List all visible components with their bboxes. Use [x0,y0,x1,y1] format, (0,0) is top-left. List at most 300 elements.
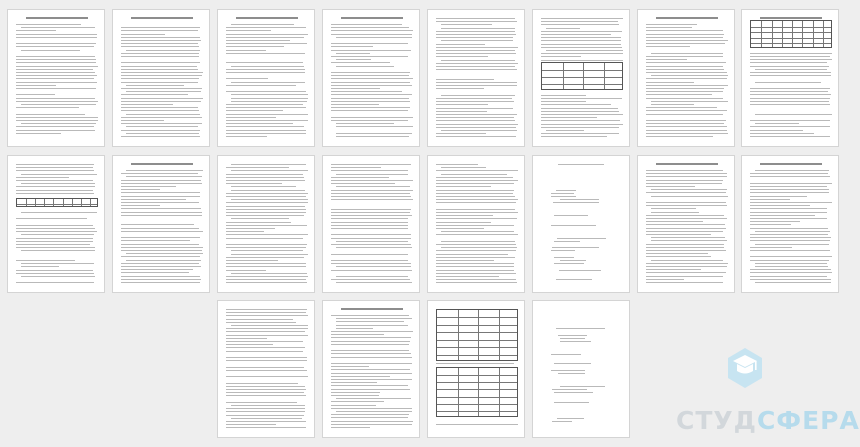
text-line [331,34,412,35]
text-line [331,107,410,108]
text-line [331,215,412,216]
text-line [226,104,303,105]
text-line [121,173,198,174]
text-line [436,85,517,86]
text-line [557,418,584,419]
text-line [750,234,828,235]
text-line [436,104,488,105]
text-line [436,196,515,197]
text-line [16,228,95,229]
text-line [331,212,410,213]
text-line [121,43,198,44]
text-line [436,266,514,267]
text-line [226,247,306,248]
text-line [755,282,831,283]
text-line [755,263,827,264]
text-line [226,331,305,332]
text-line [331,104,379,105]
text-line [554,257,574,258]
text-line [646,110,727,111]
text-line [121,98,203,99]
text-line [436,225,514,226]
text-line [16,69,93,70]
page-thumbnail[interactable] [741,155,839,293]
page-thumbnail[interactable] [322,155,420,293]
text-line [436,50,515,51]
text-line [331,395,379,396]
text-line [16,241,93,242]
text-line [646,272,726,273]
text-line [331,417,408,418]
text-line [226,347,305,348]
text-line [121,101,201,102]
text-line [16,43,96,44]
text-line [750,98,830,99]
text-line [126,176,202,177]
text-line [21,212,97,213]
page-table [436,309,518,361]
text-line [16,177,69,178]
text-line [121,136,200,137]
text-line [436,363,514,364]
text-line [121,196,200,197]
text-line [436,44,485,45]
text-line [331,56,408,57]
text-line [226,395,306,396]
text-line [551,193,574,194]
page-thumbnail[interactable] [322,300,420,438]
text-line [646,250,726,251]
text-line [331,75,409,76]
text-line [16,133,61,134]
text-line [646,266,727,267]
page-heading-line [236,17,298,19]
text-line [750,247,792,248]
text-line [651,196,728,197]
text-line [331,46,373,47]
text-line [226,43,307,44]
text-line [331,50,411,51]
text-line [226,234,308,235]
page-table [16,198,98,207]
text-line [121,27,200,28]
text-line [750,189,829,190]
text-line [231,66,304,67]
text-line [226,367,304,368]
text-line [16,66,98,67]
text-line [16,167,93,168]
text-line [750,224,791,225]
text-line [750,196,807,197]
page-thumbnail[interactable] [532,155,630,293]
text-line [336,59,371,60]
text-line [331,27,409,28]
text-line [546,28,580,29]
text-line [121,94,188,95]
page-thumbnail[interactable] [637,9,735,147]
text-line [226,276,308,277]
text-line [331,389,410,390]
text-line [121,110,199,111]
text-line [331,167,381,168]
page-thumbnail[interactable] [112,9,210,147]
text-line [436,31,515,32]
text-line [558,164,604,165]
text-line [646,202,726,203]
text-line [646,183,722,184]
text-line [331,337,411,338]
text-line [551,196,576,197]
text-line [436,186,491,187]
text-line [121,192,200,193]
text-line [331,379,412,380]
text-line [750,260,829,261]
text-line [554,215,588,216]
text-line [331,164,411,165]
text-line [226,383,298,384]
text-line [121,123,202,124]
text-line [331,405,376,406]
text-line [436,193,513,194]
text-line [226,206,305,207]
text-line [226,27,306,28]
text-line [226,114,308,115]
text-line [226,130,306,131]
text-line [331,82,410,83]
text-line [646,282,723,283]
text-line [16,59,96,60]
text-line [331,315,409,316]
brand-wordmark [676,406,860,435]
text-line [541,95,586,96]
text-line [546,50,623,51]
text-line [552,247,599,248]
text-line [646,37,723,38]
text-line [231,325,308,326]
text-line [336,37,412,38]
page-thumbnail[interactable] [637,155,735,293]
text-line [121,279,201,280]
text-line [436,170,518,171]
text-line [750,133,814,134]
text-line [646,130,727,131]
text-line [16,120,98,121]
text-line [551,225,596,226]
text-line [331,170,408,171]
text-line [21,104,96,105]
text-line [554,363,591,364]
text-line [331,334,384,335]
text-line [646,82,694,83]
text-line [231,101,307,102]
text-line [646,85,728,86]
text-line [16,225,93,226]
text-line [226,421,306,422]
text-line [226,266,306,267]
text-line [121,37,200,38]
text-line [336,133,412,134]
page-thumbnail[interactable] [741,9,839,147]
page-heading-line [131,17,193,19]
page-thumbnail[interactable] [217,9,315,147]
text-line [16,88,96,89]
page-thumbnail[interactable] [217,300,315,438]
text-line [646,276,723,277]
text-line [646,78,727,79]
text-line [541,101,586,102]
text-line [651,260,723,261]
page-thumbnail[interactable] [427,9,525,147]
text-line [226,328,308,329]
text-line [226,72,305,73]
page-heading-line [760,163,822,165]
page-heading-line [656,163,718,165]
text-line [441,24,492,25]
text-line [226,270,266,271]
text-line [646,120,726,121]
text-line [16,98,95,99]
text-line [750,94,831,95]
text-line [336,276,408,277]
text-line [226,427,306,428]
text-line [560,341,591,342]
text-line [121,212,202,213]
text-line [441,167,486,168]
text-line [651,101,728,102]
text-line [331,193,410,194]
text-line [16,82,97,83]
text-line [541,56,581,57]
text-line [121,34,165,35]
text-line [226,322,296,323]
text-line [541,114,623,115]
page-heading-line [26,17,88,19]
text-line [436,177,513,178]
text-line [541,37,621,38]
text-line [646,136,713,137]
text-line [436,47,518,48]
text-line [441,231,514,232]
text-line [126,170,203,171]
text-line [750,276,827,277]
text-line [16,180,93,181]
text-line [16,193,94,194]
text-line [646,231,723,232]
text-line [331,85,412,86]
text-line [121,202,199,203]
text-line [436,202,516,203]
text-line [331,427,370,428]
text-line [750,91,828,92]
text-line [646,43,725,44]
text-line [21,234,94,235]
page-thumbnail[interactable] [112,155,210,293]
text-line [646,186,695,187]
text-line [21,174,97,175]
text-line [651,75,728,76]
page-thumbnail[interactable] [532,300,630,438]
text-line [226,123,293,124]
text-line [646,62,726,63]
text-line [646,94,712,95]
text-line [121,56,199,57]
text-line [16,130,95,131]
text-line [336,398,411,399]
text-line [121,240,190,241]
text-line [436,133,486,134]
text-line [651,208,696,209]
text-line [16,282,94,283]
text-line [226,424,276,425]
text-line [331,117,413,118]
page-thumbnail[interactable] [7,155,105,293]
text-line [560,386,605,387]
text-line [750,173,828,174]
text-line [436,424,518,425]
text-line [121,82,198,83]
text-line [16,62,96,63]
page-thumbnail[interactable] [427,155,525,293]
text-line [226,335,308,336]
text-line [21,276,95,277]
text-line [750,256,832,257]
text-line [436,66,515,67]
text-line [331,353,411,354]
page-heading-line [760,17,822,19]
text-line [331,98,409,99]
text-line [21,183,95,184]
text-line [551,354,581,355]
text-line [121,276,200,277]
text-line [231,164,306,165]
text-line [336,53,370,54]
text-line [646,215,724,216]
page-heading-line [341,308,403,310]
page-thumbnail[interactable] [322,9,420,147]
text-line [226,183,282,184]
text-line [226,389,306,390]
page-thumbnail[interactable] [7,9,105,147]
text-line [750,183,832,184]
text-line [755,170,829,171]
text-line [331,401,384,402]
text-line [16,244,90,245]
text-line [436,88,484,89]
text-line [541,120,620,121]
text-line [121,247,203,248]
text-line [121,66,197,67]
text-line [436,254,508,255]
text-line [541,18,623,19]
text-line [226,408,305,409]
page-thumbnail[interactable] [427,300,525,438]
text-line [231,170,308,171]
text-line [226,411,305,412]
text-line [436,34,516,35]
page-table [541,62,623,90]
text-line [16,46,94,47]
text-line [646,114,723,115]
text-line [436,212,518,213]
brand-part-1: СТУД [676,406,757,435]
text-line [331,72,410,73]
text-line [226,212,306,213]
text-line [750,240,830,241]
brand-part-2: СФЕРА [756,406,860,435]
text-line [16,24,81,25]
text-line [336,241,408,242]
text-line [121,53,199,54]
text-line [121,78,199,79]
text-line [546,130,584,131]
text-line [750,228,828,229]
text-line [226,133,306,134]
text-line [226,193,308,194]
text-line [651,240,727,241]
text-line [331,363,412,364]
text-line [750,130,803,131]
text-line [541,108,618,109]
text-line [226,225,307,226]
text-line [541,21,618,22]
text-line [226,222,291,223]
text-line [226,53,305,54]
text-line [226,402,297,403]
text-line [436,37,513,38]
text-line [750,208,827,209]
text-line [126,260,201,261]
text-line [541,98,622,99]
text-line [16,78,94,79]
text-line [750,250,830,251]
text-line [336,282,412,283]
text-line [21,250,95,251]
text-line [646,247,724,248]
text-line [646,88,724,89]
text-line [121,250,202,251]
text-line [646,170,723,171]
text-line [226,312,306,313]
text-line [226,319,293,320]
text-line [436,18,515,19]
text-line [16,260,75,261]
text-line [226,376,308,377]
text-line [16,231,97,232]
text-line [231,98,308,99]
text-line [331,341,410,342]
text-line [336,126,413,127]
page-thumbnail[interactable] [532,9,630,147]
text-line [541,104,611,105]
text-line [331,180,413,181]
text-line [646,263,728,264]
text-line [541,136,607,137]
text-line [16,190,93,191]
text-line [750,66,829,67]
text-line [226,392,304,393]
text-line [750,212,827,213]
text-line [436,183,514,184]
text-line [121,72,203,73]
text-line [441,28,515,29]
text-line [16,75,97,76]
text-line [750,126,830,127]
text-line [16,107,79,108]
text-line [231,24,294,25]
text-line [554,392,593,393]
page-thumbnail[interactable] [217,155,315,293]
text-line [226,50,266,51]
